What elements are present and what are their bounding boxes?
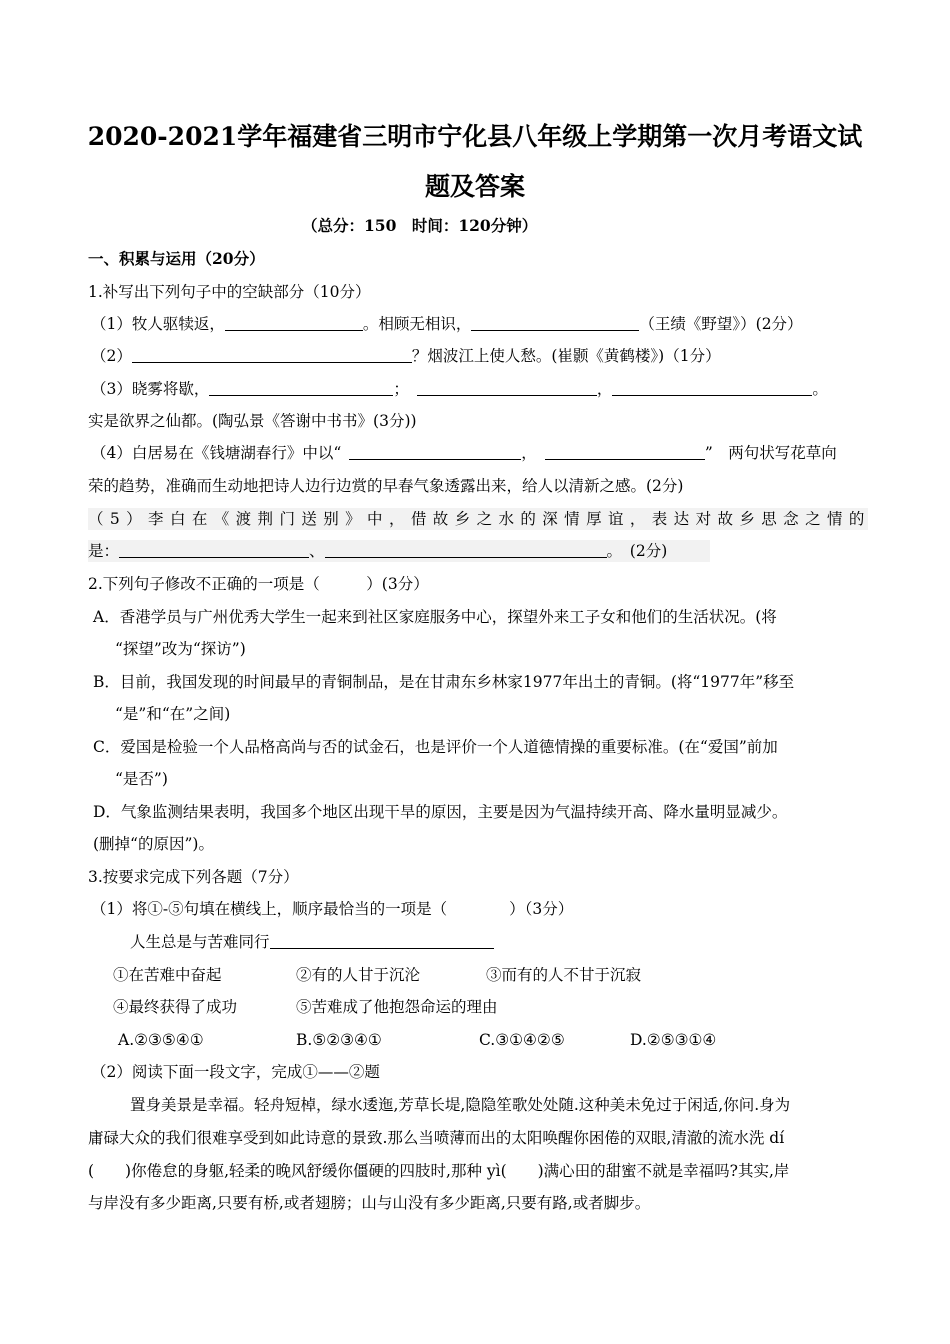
document-title — [80, 112, 870, 212]
q1-item-4-cont: 荣的趋势，准确而生动地把诗人边行边赏的早春气象透露出来，给人以清新之感。(2分) — [88, 477, 684, 495]
q2-stem: 2.下列句子修改不正确的一项是（ ）(3分） — [88, 575, 429, 593]
q2-option-d: D．气象监测结果表明，我国多个地区出现干旱的原因，主要是因为气温持续开高、降水量明显减少。 — [93, 803, 788, 821]
q3-sentence-option-5: ⑤苦难成了他抱怨命运的理由 — [296, 998, 498, 1016]
q1-item-5-sep: 、 — [309, 542, 325, 560]
q3-sentence-option-2: ②有的人甘于沉沦 — [296, 966, 421, 984]
q2-option-a: A．香港学员与广州优秀大学生一起来到社区家庭服务中心，探望外来工子女和他们的生活状况。(将 — [93, 608, 777, 626]
q1-item-5-cont — [88, 540, 710, 562]
q2-option-b: B．目前，我国发现的时间最早的青铜制品，是在甘肃东乡林家1977年出土的青铜。(将“1977年”移至 — [93, 673, 795, 691]
q1-item-4-text-a: （4）白居易在《钱塘湖春行》中以“ — [91, 444, 342, 462]
q3-sub-2: （2）阅读下面一段文字，完成①——②题 — [91, 1063, 380, 1081]
q3-sentence — [130, 931, 494, 953]
q1-item-5-end: 。 (2分) — [606, 542, 668, 560]
q1-item-3-end: 。 — [812, 380, 828, 398]
q2-option-a-cont: “探望”改为“探访”) — [115, 640, 246, 658]
passage-line-2: 庸碌大众的我们很难享受到如此诗意的景致.那么当喷薄而出的太阳唤醒你困倦的双眼,清澈的流水洗 dí — [88, 1129, 785, 1147]
q3-sentence-option-3: ③而有的人不甘于沉寂 — [486, 966, 642, 984]
answer-blank[interactable] — [132, 347, 412, 363]
q3-sentence-option-1: ①在苦难中奋起 — [113, 966, 222, 984]
q1-item-1-text-a: （1）牧人驱犊返， — [91, 315, 225, 333]
q1-item-2-text: ？烟波江上使人愁。(崔颢《黄鹤楼》)（1分） — [411, 347, 721, 365]
q3-choice-c: C.③①④②⑤ — [479, 1031, 565, 1049]
q1-item-3 — [91, 378, 828, 400]
q1-item-5-label: 是： — [88, 542, 120, 560]
q1-item-5: （5）李白在《渡荆门送别》中，借故乡之水的深情厚谊，表达对故乡思念之情的 — [88, 510, 871, 528]
q3-sub-1: （1）将①-⑤句填在横线上，顺序最恰当的一项是（ ）（3分） — [91, 900, 574, 918]
answer-blank[interactable] — [270, 933, 494, 949]
q1-item-3-source: 实是欲界之仙都。(陶弘景《答谢中书书》(3分)) — [88, 412, 417, 430]
q1-item-1 — [91, 313, 803, 335]
passage-line-1: 置身美景是幸福。轻舟短棹，绿水逶迤,芳草长堤,隐隐笙歌处处随.这种美未免过于闲适,你问.身为 — [130, 1096, 791, 1114]
title-line-1: 2020-2021学年福建省三明市宁化县八年级上学期第一次月考语文试 — [87, 122, 863, 151]
q1-item-1-text-b: 。相顾无相识， — [362, 315, 472, 333]
passage-line-3: ( )你倦怠的身躯,轻柔的晚风舒缓你僵硬的四肢时,那种 yì( )满心田的甜蜜不就是幸福吗?其实,岸 — [88, 1162, 790, 1180]
q2-option-c: C．爱国是检验一个人品格高尚与否的试金石，也是评价一个人道德情操的重要标准。(在“爱国”前加 — [93, 738, 778, 756]
q3-sentence-text: 人生总是与苦难同行 — [130, 933, 270, 951]
q3-sentence-option-4: ④最终获得了成功 — [113, 998, 238, 1016]
q3-stem: 3.按要求完成下列各题（7分） — [88, 868, 299, 886]
answer-blank[interactable] — [225, 315, 363, 331]
q1-item-4-sep: ， — [521, 444, 537, 462]
q1-item-4 — [91, 442, 837, 464]
q3-choice-d: D.②⑤③①④ — [630, 1031, 717, 1049]
answer-blank[interactable] — [471, 315, 639, 331]
answer-blank[interactable] — [119, 542, 309, 558]
q3-choice-a: A.②③⑤④① — [118, 1031, 204, 1049]
answer-blank[interactable] — [545, 444, 705, 460]
q2-option-d-cont: (删掉“的原因”)。 — [93, 835, 214, 853]
q1-item-3-sep-1: ； — [393, 380, 409, 398]
q1-item-2 — [91, 345, 721, 367]
passage-line-4: 与岸没有多少距离,只要有桥,或者翅膀；山与山没有多少距离,只要有路,或者脚步。 — [88, 1194, 651, 1212]
answer-blank[interactable] — [209, 380, 393, 396]
answer-blank[interactable] — [325, 542, 607, 558]
answer-blank[interactable] — [417, 380, 597, 396]
section-heading: 一、积累与运用（20分） — [88, 249, 265, 268]
q1-item-3-text-a: （3）晓雾将歇， — [91, 380, 210, 398]
answer-blank[interactable] — [612, 380, 812, 396]
q1-item-1-source: （王绩《野望》）(2分） — [639, 315, 803, 333]
title-line-2: 题及答案 — [424, 172, 525, 201]
q1-stem: 1.补写出下列句子中的空缺部分（10分） — [88, 283, 371, 301]
q1-item-3-sep-2: ， — [596, 380, 613, 398]
q1-item-4-text-b: ” 两句状写花草向 — [704, 444, 837, 462]
q3-choice-b: B.⑤②③④① — [296, 1031, 382, 1049]
q2-option-c-cont: “是否”) — [115, 770, 168, 788]
exam-meta: （总分：150 时间：120分钟） — [302, 216, 538, 235]
answer-blank[interactable] — [349, 444, 521, 460]
q2-option-b-cont: “是”和“在”之间) — [115, 705, 231, 723]
q1-item-2-num: （2） — [91, 347, 132, 365]
